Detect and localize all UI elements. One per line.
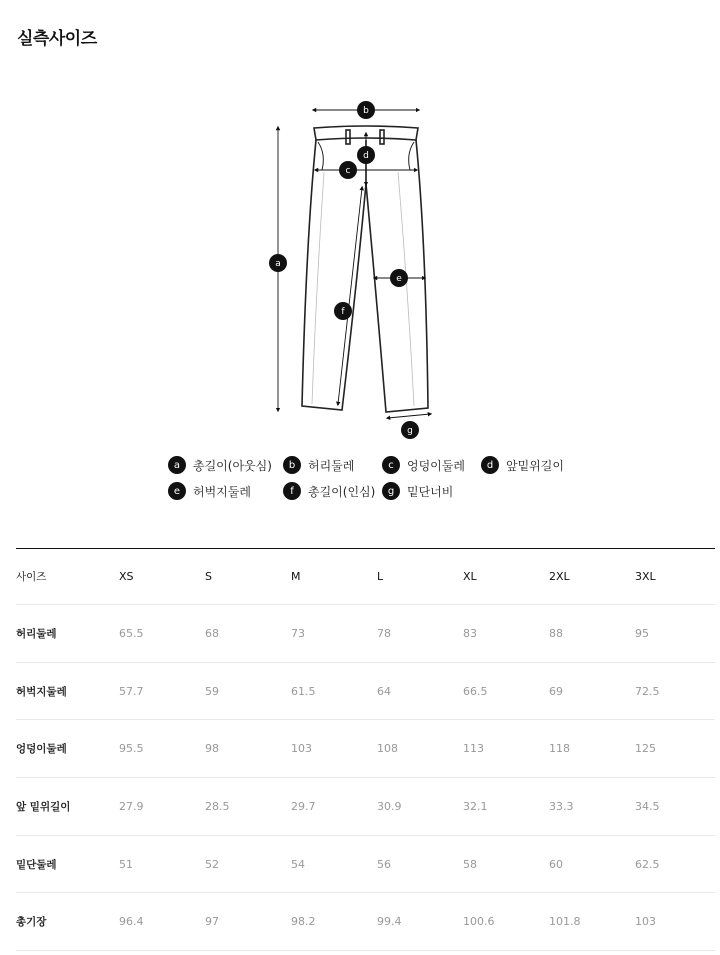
table-cell: 66.5 — [463, 684, 488, 698]
badge-f-icon: f — [283, 482, 301, 500]
table-cell: 61.5 — [291, 684, 316, 698]
row-label: 앞 밑위길이 — [16, 800, 71, 813]
row-label: 밑단둘레 — [16, 858, 57, 871]
legend-item-f: f 총길이(인심) — [283, 482, 375, 500]
badge-d-icon — [357, 146, 375, 164]
table-cell: 72.5 — [635, 684, 660, 698]
table-cell: 101.8 — [549, 915, 581, 929]
legend-item-b: b 허리둘레 — [283, 456, 354, 474]
badge-b-icon: b — [283, 456, 301, 474]
table-cell: 113 — [463, 742, 484, 756]
table-cell: 98.2 — [291, 915, 316, 929]
badge-c-icon: c — [382, 456, 400, 474]
table-header-row — [16, 549, 715, 605]
table-cell: 69 — [549, 684, 563, 698]
table-cell: 56 — [377, 857, 391, 871]
table-cell: 95.5 — [119, 742, 144, 756]
table-cell: 88 — [549, 626, 563, 640]
header-size: M — [291, 570, 301, 583]
table-cell: 62.5 — [635, 857, 660, 871]
table-cell: 52 — [205, 857, 219, 871]
measure-g-line — [388, 414, 430, 418]
svg-text:e: e — [396, 274, 402, 284]
table-row — [16, 720, 715, 778]
table-cell: 100.6 — [463, 915, 495, 929]
svg-text:f: f — [341, 307, 345, 317]
table-cell: 65.5 — [119, 626, 144, 640]
row-label: 허리둘레 — [16, 627, 57, 640]
table-cell: 51 — [119, 857, 133, 871]
table-cell: 118 — [549, 742, 570, 756]
header-size: L — [377, 570, 384, 583]
table-cell: 95 — [635, 626, 649, 640]
table-cell: 83 — [463, 626, 477, 640]
table-cell: 96.4 — [119, 915, 144, 929]
table-cell: 34.5 — [635, 799, 660, 813]
table-cell: 108 — [377, 742, 398, 756]
table-cell: 98 — [205, 742, 219, 756]
table-cell: 28.5 — [205, 799, 230, 813]
row-label: 허벅지둘레 — [16, 685, 67, 698]
table-cell: 60 — [549, 857, 563, 871]
row-label: 총기장 — [16, 916, 47, 929]
table-cell: 64 — [377, 684, 391, 698]
table-row — [16, 778, 715, 836]
table-cell: 103 — [291, 742, 312, 756]
measurement-legend — [168, 456, 588, 508]
badge-f-icon — [334, 302, 352, 320]
badge-g-icon — [401, 421, 419, 439]
badge-a-icon — [269, 254, 287, 272]
table-cell: 99.4 — [377, 915, 402, 929]
table-cell: 54 — [291, 857, 305, 871]
table-cell: 30.9 — [377, 799, 402, 813]
row-label: 엉덩이둘레 — [16, 743, 67, 756]
table-cell: 29.7 — [291, 799, 316, 813]
badge-a-icon: a — [168, 456, 186, 474]
table-cell: 27.9 — [119, 799, 144, 813]
table-row — [16, 662, 715, 720]
badge-e-icon — [390, 269, 408, 287]
table-cell: 33.3 — [549, 799, 574, 813]
header-size: 2XL — [549, 570, 570, 583]
header-label: 사이즈 — [16, 571, 47, 583]
header-size: 3XL — [635, 570, 656, 583]
badge-g-icon: g — [382, 482, 400, 500]
header-size: S — [205, 570, 212, 583]
table-cell: 32.1 — [463, 799, 488, 813]
svg-text:d: d — [363, 151, 369, 161]
badge-e-icon: e — [168, 482, 186, 500]
legend-item-e: e 허벅지둘레 — [168, 482, 251, 500]
table-row — [16, 605, 715, 663]
table-cell: 59 — [205, 684, 219, 698]
legend-item-c: c 엉덩이둘레 — [382, 456, 465, 474]
svg-text:a: a — [275, 259, 281, 269]
table-cell: 97 — [205, 915, 219, 929]
table-cell: 58 — [463, 857, 477, 871]
legend-item-a: a 총길이(아웃심) — [168, 456, 272, 474]
table-cell: 103 — [635, 915, 656, 929]
size-table — [16, 548, 715, 951]
table-cell: 125 — [635, 742, 656, 756]
header-size: XL — [463, 570, 477, 583]
table-row — [16, 893, 715, 951]
table-cell: 78 — [377, 626, 391, 640]
svg-text:c: c — [345, 166, 351, 176]
table-cell: 57.7 — [119, 684, 144, 698]
svg-text:b: b — [363, 106, 369, 116]
badge-d-icon: d — [481, 456, 499, 474]
legend-item-d: d 앞밑위길이 — [481, 456, 564, 474]
pants-measurement-diagram — [260, 92, 460, 452]
badge-c-icon — [339, 161, 357, 179]
page-title: 실측사이즈 — [17, 29, 97, 49]
pants-outline-icon — [302, 126, 428, 412]
svg-text:g: g — [407, 426, 413, 436]
legend-item-g: g 밑단너비 — [382, 482, 453, 500]
table-cell: 68 — [205, 626, 219, 640]
table-cell: 73 — [291, 626, 305, 640]
table-row — [16, 835, 715, 893]
header-size: XS — [119, 570, 134, 583]
badge-b-icon — [357, 101, 375, 119]
measure-f-line — [338, 188, 362, 404]
